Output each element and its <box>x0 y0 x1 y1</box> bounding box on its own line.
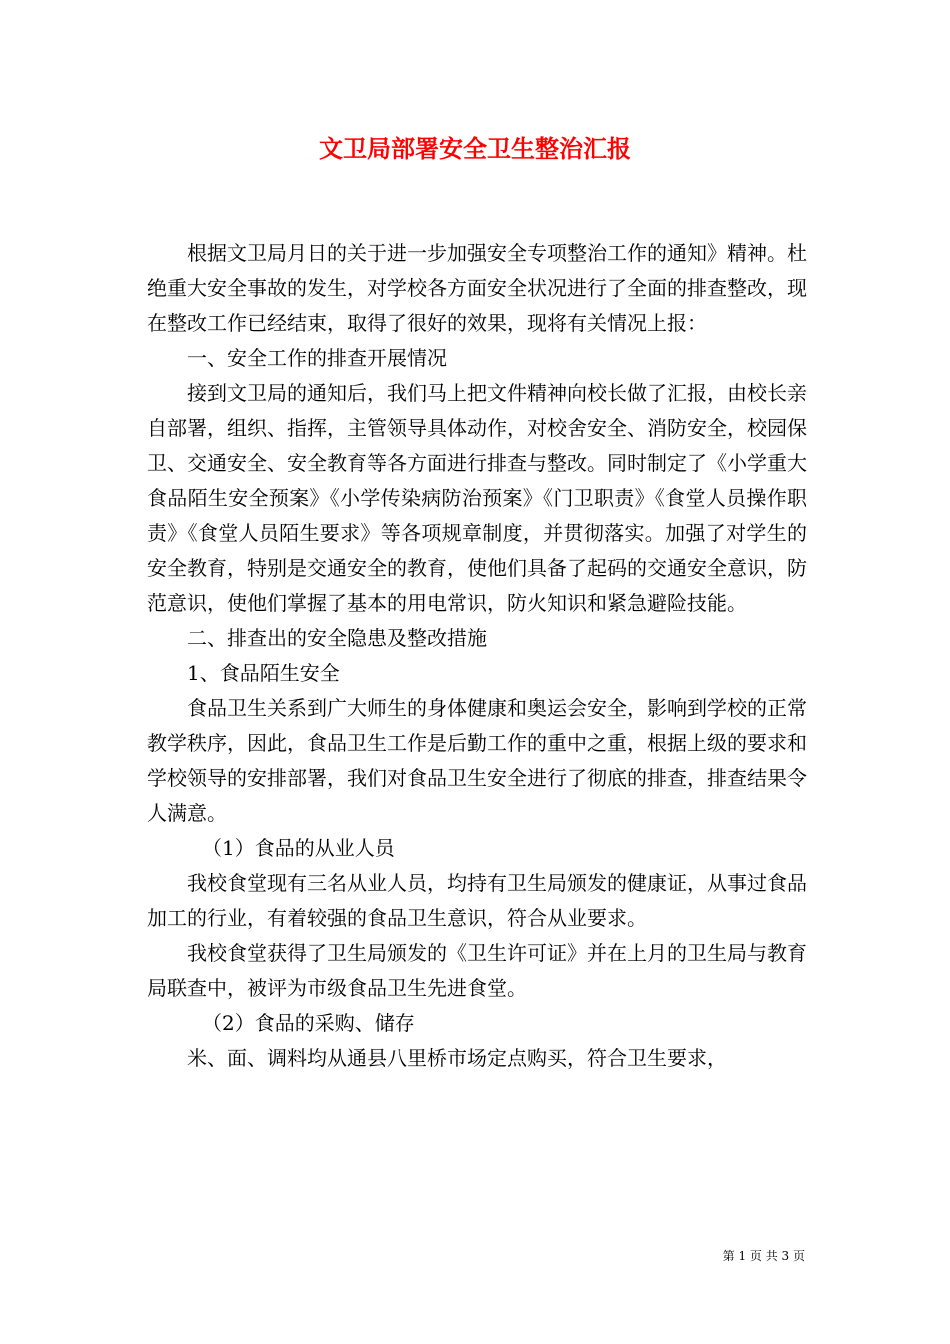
heading-section-1: 一、安全工作的排查开展情况 <box>187 346 447 370</box>
paragraph-intro: 根据文卫局月日的关于进一步加强安全专项整治工作的通知》精神。杜绝重大安全事故的发生，对学校各方面安全状况进行了全面的排查整改，现在整改工作已经结束，取得了很好的效果，现将有关情况上报： <box>147 241 807 335</box>
page-number: 第 1 页 共 3 页 <box>722 1249 805 1263</box>
paragraph-section-1: 接到文卫局的通知后，我们马上把文件精神向校长做了汇报，由校长亲自部署，组织、指挥，主管领导具体动作，对校舍安全、消防安全，校园保卫、交通安全、安全教育等各方面进行排查与整改。同时制定了《小学重大食品陌生安全预案》《小学传染病防治预案》《门卫职责》《食堂人员操作职责》《食堂人员陌生要求》等各项规章制度，并贯彻落实。加强了对学生的安全教育，特别是交通安全的教育，使他们具备了起码的交通安全意识，防范意识，使他们掌握了基本的用电常识，防火知识和紧急避险技能。 <box>147 381 807 615</box>
heading-item-1: （1）食品的从业人员 <box>202 836 395 860</box>
heading-subsection-1: 1、食品陌生安全 <box>187 661 340 685</box>
heading-item-2: （2）食品的采购、储存 <box>202 1011 415 1035</box>
paragraph-food-safety: 食品卫生关系到广大师生的身体健康和奥运会安全，影响到学校的正常教学秩序，因此，食品卫生工作是后勤工作的重中之重，根据上级的要求和学校领导的安排部署，我们对食品卫生安全进行了彻底的排查，排查结果令人满意。 <box>147 696 807 825</box>
heading-section-2: 二、排查出的安全隐患及整改措施 <box>187 626 487 650</box>
paragraph-purchase: 米、面、调料均从通县八里桥市场定点购买，符合卫生要求， <box>187 1046 727 1070</box>
document-title: 文卫局部署安全卫生整治汇报 <box>319 134 631 163</box>
document-body <box>147 236 807 1076</box>
paragraph-license: 我校食堂获得了卫生局颁发的《卫生许可证》并在上月的卫生局与教育局联查中，被评为市级食品卫生先进食堂。 <box>147 941 807 1000</box>
paragraph-staff: 我校食堂现有三名从业人员，均持有卫生局颁发的健康证，从事过食品加工的行业，有着较强的食品卫生意识，符合从业要求。 <box>147 871 807 930</box>
